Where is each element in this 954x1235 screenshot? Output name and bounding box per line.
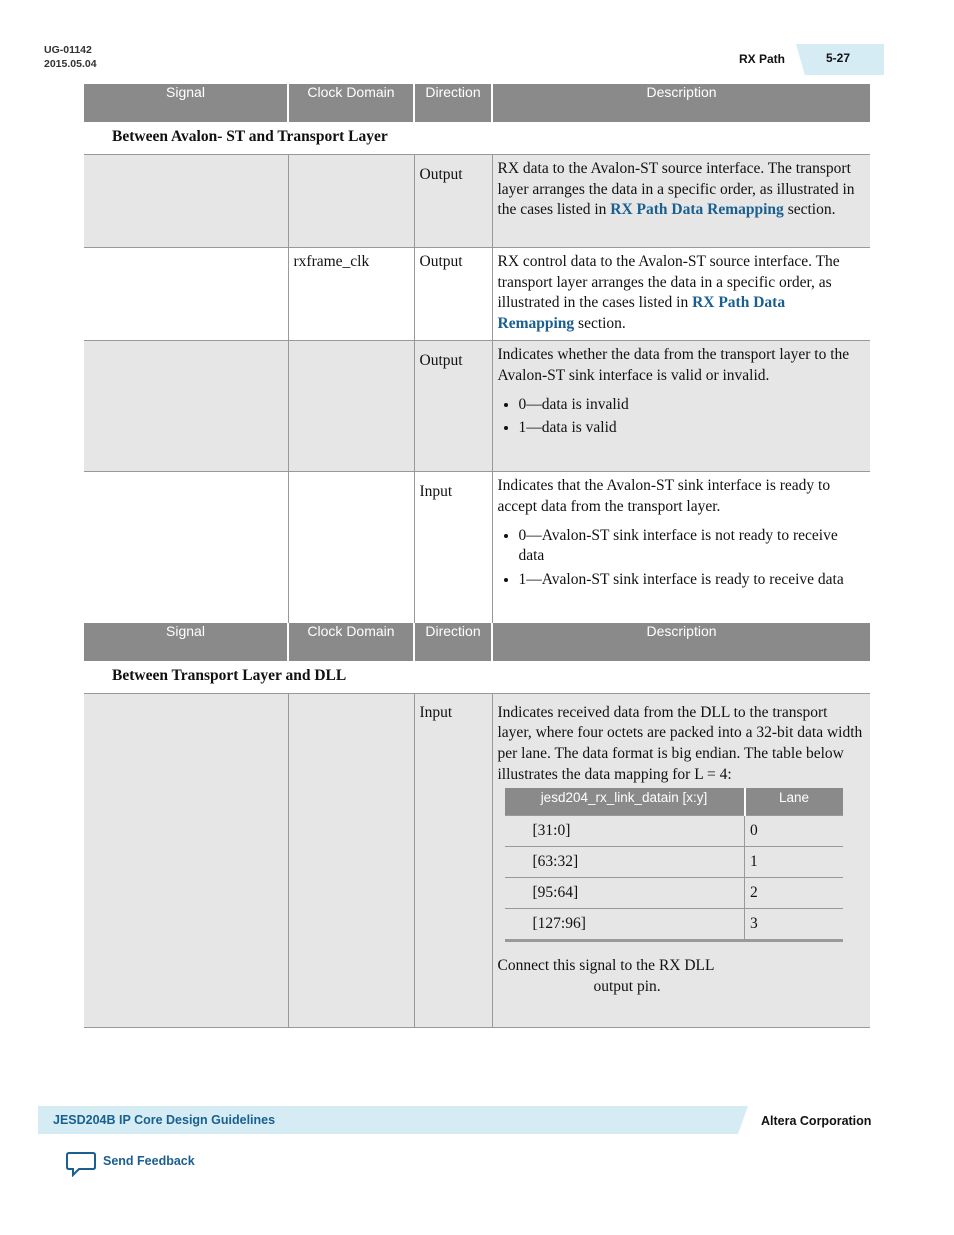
clock-domain-cell bbox=[288, 472, 414, 623]
direction-cell: Output bbox=[414, 248, 492, 341]
lane-cell: 1 bbox=[745, 847, 843, 878]
signal-cell bbox=[84, 248, 288, 341]
clock-domain-cell: rxframe_clk bbox=[288, 248, 414, 341]
signal-cell bbox=[84, 693, 288, 1027]
page-number: 5-27 bbox=[826, 51, 851, 65]
lane-table-row bbox=[505, 878, 843, 909]
signal-cell bbox=[84, 472, 288, 623]
column-header-clock-domain: Clock Domain bbox=[288, 84, 414, 122]
table-row bbox=[84, 155, 870, 248]
connection-note-line2: output pin. bbox=[593, 977, 661, 995]
description-cell bbox=[492, 472, 870, 623]
bit-range-cell: [127:96] bbox=[505, 909, 745, 941]
lane-column-header-datain: jesd204_rx_link_datain [x:y] bbox=[505, 788, 745, 816]
bit-range-cell: [63:32] bbox=[505, 847, 745, 878]
description-text: Indicates whether the data from the transport layer to the Avalon-ST sink interface is valid or invalid. bbox=[497, 346, 850, 384]
column-header-signal: Signal bbox=[84, 84, 288, 122]
bullet-item: • 1—Avalon-ST sink interface is ready to receive data bbox=[519, 570, 866, 591]
feedback-icon[interactable] bbox=[66, 1151, 96, 1182]
clock-domain-cell bbox=[288, 155, 414, 248]
description-text: Indicates that the Avalon-ST sink interface is ready to accept data from the transport layer. bbox=[497, 477, 831, 515]
bit-range-cell: [95:64] bbox=[505, 878, 745, 909]
direction-cell: Output bbox=[414, 155, 492, 248]
clock-domain-cell bbox=[288, 693, 414, 1027]
description-text: Indicates received data from the DLL to the transport layer, where four octets are packed into a 32-bit data width per lane. The data format is big endian. The table below illustrates the data mapping for L = 4: bbox=[497, 703, 863, 783]
connection-note-line1: Connect this signal to the RX DLL bbox=[497, 957, 715, 975]
description-cell bbox=[492, 155, 870, 248]
footer-company: Altera Corporation bbox=[761, 1114, 872, 1128]
clock-domain-cell bbox=[288, 341, 414, 472]
description-cell bbox=[492, 341, 870, 472]
column-header-direction: Direction bbox=[414, 623, 492, 661]
section-heading: Between Avalon- ST and Transport Layer bbox=[112, 128, 388, 145]
lane-table-row bbox=[505, 847, 843, 878]
bullet-item: • 0—Avalon-ST sink interface is not ready to receive data bbox=[519, 526, 866, 567]
lane-table-row bbox=[505, 909, 843, 941]
lane-cell: 0 bbox=[745, 816, 843, 847]
description-text-end: section. bbox=[783, 201, 836, 219]
signal-cell bbox=[84, 341, 288, 472]
section-title: RX Path bbox=[739, 52, 786, 66]
lane-mapping-table bbox=[505, 788, 843, 942]
bullet-list bbox=[498, 526, 866, 591]
column-header-description: Description bbox=[492, 84, 870, 122]
rx-path-data-remapping-link[interactable]: RX Path Data Remapping bbox=[497, 294, 786, 332]
description-cell bbox=[492, 248, 870, 341]
doc-date: 2015.05.04 bbox=[44, 58, 97, 70]
signal-cell bbox=[84, 155, 288, 248]
column-header-clock-domain: Clock Domain bbox=[288, 623, 414, 661]
lane-cell: 3 bbox=[745, 909, 843, 941]
lane-table-row bbox=[505, 816, 843, 847]
direction-cell: Output bbox=[414, 341, 492, 472]
signal-table bbox=[84, 84, 870, 1028]
lane-cell: 2 bbox=[745, 878, 843, 909]
bullet-item: • 1—data is valid bbox=[519, 418, 866, 439]
section-heading: Between Transport Layer and DLL bbox=[112, 666, 347, 684]
table-row bbox=[84, 341, 870, 472]
lane-column-header-lane: Lane bbox=[745, 788, 843, 816]
description-text-end: section. bbox=[574, 314, 626, 332]
description-cell bbox=[492, 693, 870, 1027]
table-row bbox=[84, 472, 870, 623]
table-row bbox=[84, 693, 870, 1027]
document-id bbox=[44, 43, 97, 71]
doc-number: UG-01142 bbox=[44, 44, 92, 56]
send-feedback-link[interactable]: Send Feedback bbox=[103, 1154, 195, 1168]
footer-document-title: JESD204B IP Core Design Guidelines bbox=[53, 1113, 276, 1127]
rx-path-data-remapping-link[interactable]: RX Path Data Remapping bbox=[610, 201, 784, 219]
section-row bbox=[84, 661, 870, 694]
direction-cell: Input bbox=[414, 472, 492, 623]
section-row bbox=[84, 122, 870, 155]
column-header-description: Description bbox=[492, 623, 870, 661]
lane-table-header-row bbox=[505, 788, 843, 816]
column-header-direction: Direction bbox=[414, 84, 492, 122]
bit-range-cell: [31:0] bbox=[505, 816, 745, 847]
description-text: RX control data to the Avalon-ST source interface. The transport layer arranges the data in a specific order, as illustrated in the cases listed in bbox=[497, 253, 840, 312]
table-row bbox=[84, 248, 870, 341]
direction-cell: Input bbox=[414, 693, 492, 1027]
bullet-list bbox=[498, 395, 866, 439]
connection-note bbox=[498, 956, 866, 997]
table-header-row bbox=[84, 84, 870, 122]
description-text: RX data to the Avalon-ST source interface. The transport layer arranges the data in a specific order, as illustrated in the cases listed in bbox=[497, 160, 855, 219]
column-header-signal: Signal bbox=[84, 623, 288, 661]
bullet-item: • 0—data is invalid bbox=[519, 395, 866, 416]
table-header-row bbox=[84, 623, 870, 661]
